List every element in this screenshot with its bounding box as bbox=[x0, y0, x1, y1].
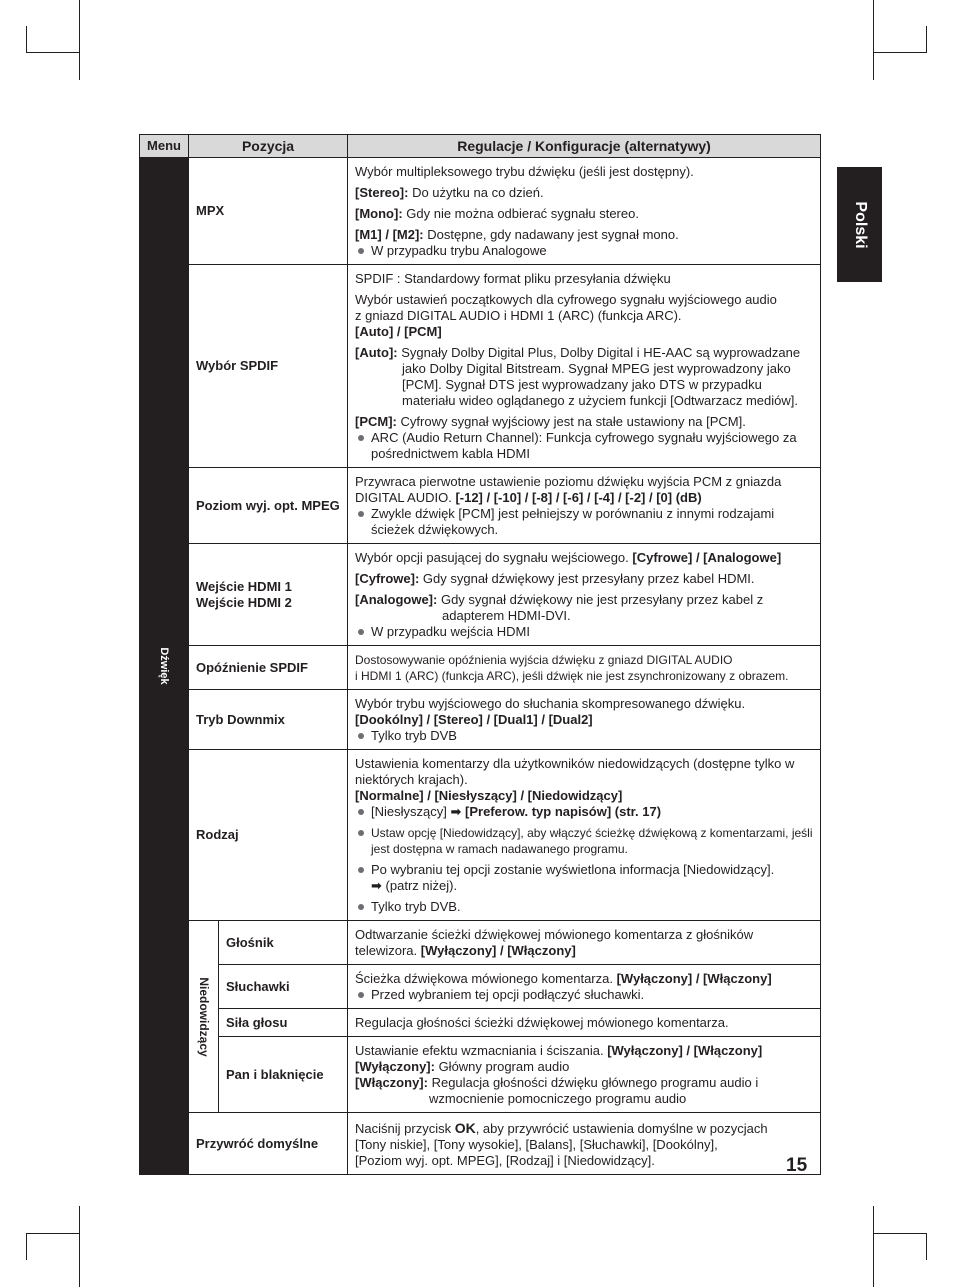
crop-mark bbox=[26, 26, 27, 53]
menu-label-sound: Dźwięk bbox=[158, 647, 170, 685]
desc-hdmi bbox=[348, 544, 821, 646]
item-type: Rodzaj bbox=[189, 750, 348, 921]
desc-options: [Dookólny] / [Stereo] / [Dual1] / [Dual2] bbox=[355, 712, 593, 727]
desc-option: [PCM]: Cyfrowy sygnał wyjściowy jest na stałe ustawiony na [PCM]. bbox=[355, 414, 746, 429]
desc-options: [Normalne] / [Niesłyszący] / [Niedowidzący] bbox=[355, 788, 623, 803]
desc-option: [Stereo]: Do użytku na co dzień. bbox=[355, 185, 544, 200]
table-row-spdif bbox=[140, 265, 821, 468]
desc-text: Ustawienia komentarzy dla użytkowników niedowidzących (dostępne tylko w niektórych krajach). bbox=[355, 756, 795, 787]
note-bullet: [Niesłyszący] ➡ [Preferow. typ napisów] (str. 17) bbox=[355, 804, 814, 820]
desc-text: Naciśnij przycisk bbox=[355, 1120, 455, 1136]
crop-mark bbox=[26, 1233, 27, 1260]
crop-mark bbox=[27, 1233, 80, 1234]
desc-option: [Auto]: Sygnały Dolby Digital Plus, Dolby Digital i HE-AAC są wyprowadzane jako Dolby Digital Bitstream. Sygnał MPEG jest wyprowadzony jako [PCM]. Sygnał DTS jest wyprowadzany jako DTS w przypadku materiału wideo oglądanego z użyciem funkcji [Odtwarzacz mediów]. bbox=[355, 345, 801, 408]
desc-options: [Auto] / [PCM] bbox=[355, 324, 442, 339]
item-headphones: Słuchawki bbox=[219, 965, 348, 1009]
table-row-mpx bbox=[140, 158, 821, 265]
sound-settings-table bbox=[139, 134, 821, 1175]
desc-text: Przywraca pierwotne ustawienie poziomu dźwięku wyjścia PCM z gniazda DIGITAL AUDIO. [-12] / [-10] / [-8] / [-6] / [-4] / [-2] / [0] (dB) bbox=[355, 474, 782, 505]
item-hdmi-2: Wejście HDMI 2 bbox=[196, 594, 292, 610]
desc-text: , aby przywrócić ustawienia domyślne w pozycjach bbox=[475, 1120, 768, 1136]
note-bullet: Po wybraniu tej opcji zostanie wyświetlona informacja [Niedowidzący]. ➡ (patrz niżej). bbox=[355, 862, 814, 894]
desc-mpx bbox=[348, 158, 821, 265]
arrow-icon: ➡ bbox=[450, 804, 462, 819]
desc-option: [Analogowe]: Gdy sygnał dźwiękowy nie jest przesyłany przez kabel z adapterem HDMI-DVI. bbox=[355, 592, 764, 623]
crop-mark bbox=[27, 52, 80, 53]
item-speaker: Głośnik bbox=[219, 921, 348, 965]
item-downmix: Tryb Downmix bbox=[189, 690, 348, 750]
crop-mark bbox=[873, 52, 926, 53]
desc-speaker: Odtwarzanie ścieżki dźwiękowej mówionego komentarza z głośników telewizora. [Wyłączony] / [Włączony] bbox=[348, 921, 821, 965]
item-spdif-delay: Opóźnienie SPDIF bbox=[189, 646, 348, 690]
note-bullet: Zwykle dźwięk [PCM] jest pełniejszy w porównaniu z innymi rodzajami ścieżek dźwiękowych. bbox=[355, 506, 814, 538]
language-tab-label: Polski bbox=[851, 200, 869, 249]
item-hdmi-1: Wejście HDMI 1 bbox=[196, 578, 292, 594]
table-row-downmix bbox=[140, 690, 821, 750]
desc-text: Wybór ustawień początkowych dla cyfrowego sygnału wyjściowego audio z gniazd DIGITAL AUDIO i HDMI 1 (ARC) (funkcja ARC). bbox=[355, 292, 777, 323]
note-bullet: Przed wybraniem tej opcji podłączyć słuchawki. bbox=[355, 987, 814, 1003]
desc-option: [Cyfrowe]: Gdy sygnał dźwiękowy jest przesyłany przez kabel HDMI. bbox=[355, 571, 755, 586]
desc-text: Odtwarzanie ścieżki dźwiękowej mówionego komentarza z głośników telewizora. bbox=[355, 927, 754, 958]
crop-mark bbox=[873, 0, 874, 80]
desc-spdif-delay bbox=[348, 646, 821, 690]
menu-column-header: Menu bbox=[140, 135, 189, 158]
desc-mpeg bbox=[348, 468, 821, 544]
table-row-pan bbox=[140, 1037, 821, 1113]
table-row-reset bbox=[140, 1113, 821, 1175]
sub-group-label: Niedowidzący bbox=[196, 976, 211, 1057]
desc-text: Dostosowywanie opóźnienia wyjścia dźwięku z gniazd DIGITAL AUDIO bbox=[355, 653, 733, 667]
desc-text: [Tony niskie], [Tony wysokie], [Balans], [Słuchawki], [Dookólny], bbox=[355, 1136, 718, 1152]
arrow-icon: ➡ bbox=[371, 878, 382, 893]
desc-headphones bbox=[348, 965, 821, 1009]
note-bullet: ARC (Audio Return Channel): Funkcja cyfrowego sygnału wyjściowego za pośrednictwem kabla HDMI bbox=[355, 430, 814, 462]
item-spdif: Wybór SPDIF bbox=[189, 265, 348, 468]
table-row-headphones bbox=[140, 965, 821, 1009]
language-tab bbox=[837, 167, 882, 282]
desc-text: [Poziom wyj. opt. MPEG], [Rodzaj] i [Niedowidzący]. bbox=[355, 1152, 655, 1168]
item-volume: Siła głosu bbox=[219, 1009, 348, 1037]
desc-pan bbox=[348, 1037, 821, 1113]
desc-downmix bbox=[348, 690, 821, 750]
desc-reset bbox=[348, 1113, 821, 1175]
note-bullet: Tylko tryb DVB bbox=[355, 728, 814, 744]
desc-option: [Mono]: Gdy nie można odbierać sygnału stereo. bbox=[355, 206, 639, 221]
desc-volume: Regulacja głośności ścieżki dźwiękowej mówionego komentarza. bbox=[348, 1009, 821, 1037]
table-header-row bbox=[140, 135, 821, 158]
item-mpeg: Poziom wyj. opt. MPEG bbox=[189, 468, 348, 544]
table-row-mpeg bbox=[140, 468, 821, 544]
desc-spdif bbox=[348, 265, 821, 468]
table-row-volume bbox=[140, 1009, 821, 1037]
item-pan: Pan i blaknięcie bbox=[219, 1037, 348, 1113]
crop-mark bbox=[926, 26, 927, 53]
desc-option: [Wyłączony]: Główny program audio bbox=[355, 1059, 570, 1074]
item-reset: Przywróć domyślne bbox=[189, 1113, 348, 1175]
page-number: 15 bbox=[786, 1155, 808, 1176]
desc-text: Wybór trybu wyjściowego do słuchania skompresowanego dźwięku. bbox=[355, 696, 746, 711]
crop-mark bbox=[926, 1233, 927, 1260]
desc-option: [Włączony]: Regulacja głośności dźwięku głównego programu audio i wzmocnienie pomocniczego programu audio bbox=[355, 1075, 759, 1106]
item-column-header: Pozycja bbox=[189, 135, 348, 158]
table-row-speaker bbox=[140, 921, 821, 965]
crop-mark bbox=[873, 1206, 874, 1287]
settings-column-header: Regulacje / Konfiguracje (alternatywy) bbox=[348, 135, 821, 158]
crop-mark bbox=[79, 1206, 80, 1287]
table-row-hdmi bbox=[140, 544, 821, 646]
desc-text: SPDIF : Standardowy format pliku przesyłania dźwięku bbox=[355, 271, 671, 286]
sub-group-visually-impaired bbox=[189, 921, 219, 1113]
desc-text: i HDMI 1 (ARC) (funkcja ARC), jeśli dźwięk nie jest zsynchronizowany z obrazem. bbox=[355, 669, 789, 683]
table-row-type bbox=[140, 750, 821, 921]
menu-cell-sound bbox=[140, 158, 189, 1175]
note-bullet: W przypadku wejścia HDMI bbox=[355, 624, 814, 640]
desc-text: Wybór opcji pasującej do sygnału wejściowego. [Cyfrowe] / [Analogowe] bbox=[355, 550, 782, 565]
desc-text: Ścieżka dźwiękowa mówionego komentarza. [Wyłączony] / [Włączony] bbox=[355, 971, 772, 986]
item-hdmi bbox=[189, 544, 348, 646]
note-bullet: Tylko tryb DVB. bbox=[355, 899, 814, 915]
desc-type bbox=[348, 750, 821, 921]
crop-mark bbox=[873, 1233, 926, 1234]
note-bullet: Ustaw opcję [Niedowidzący], aby włączyć ścieżkę dźwiękową z komentarzami, jeśli jest dostępna w ramach nadawanego programu. bbox=[355, 825, 814, 857]
ok-button-icon: OK bbox=[454, 1119, 476, 1136]
item-mpx: MPX bbox=[189, 158, 348, 265]
note-bullet: W przypadku trybu Analogowe bbox=[355, 243, 814, 259]
table-row-spdif-delay bbox=[140, 646, 821, 690]
desc-option: [M1] / [M2]: Dostępne, gdy nadawany jest sygnał mono. bbox=[355, 227, 679, 242]
crop-mark bbox=[79, 0, 80, 80]
desc-text: Ustawianie efektu wzmacniania i ściszania. [Wyłączony] / [Włączony] bbox=[355, 1043, 763, 1058]
desc-text: Wybór multipleksowego trybu dźwięku (jeśli jest dostępny). bbox=[355, 164, 694, 179]
